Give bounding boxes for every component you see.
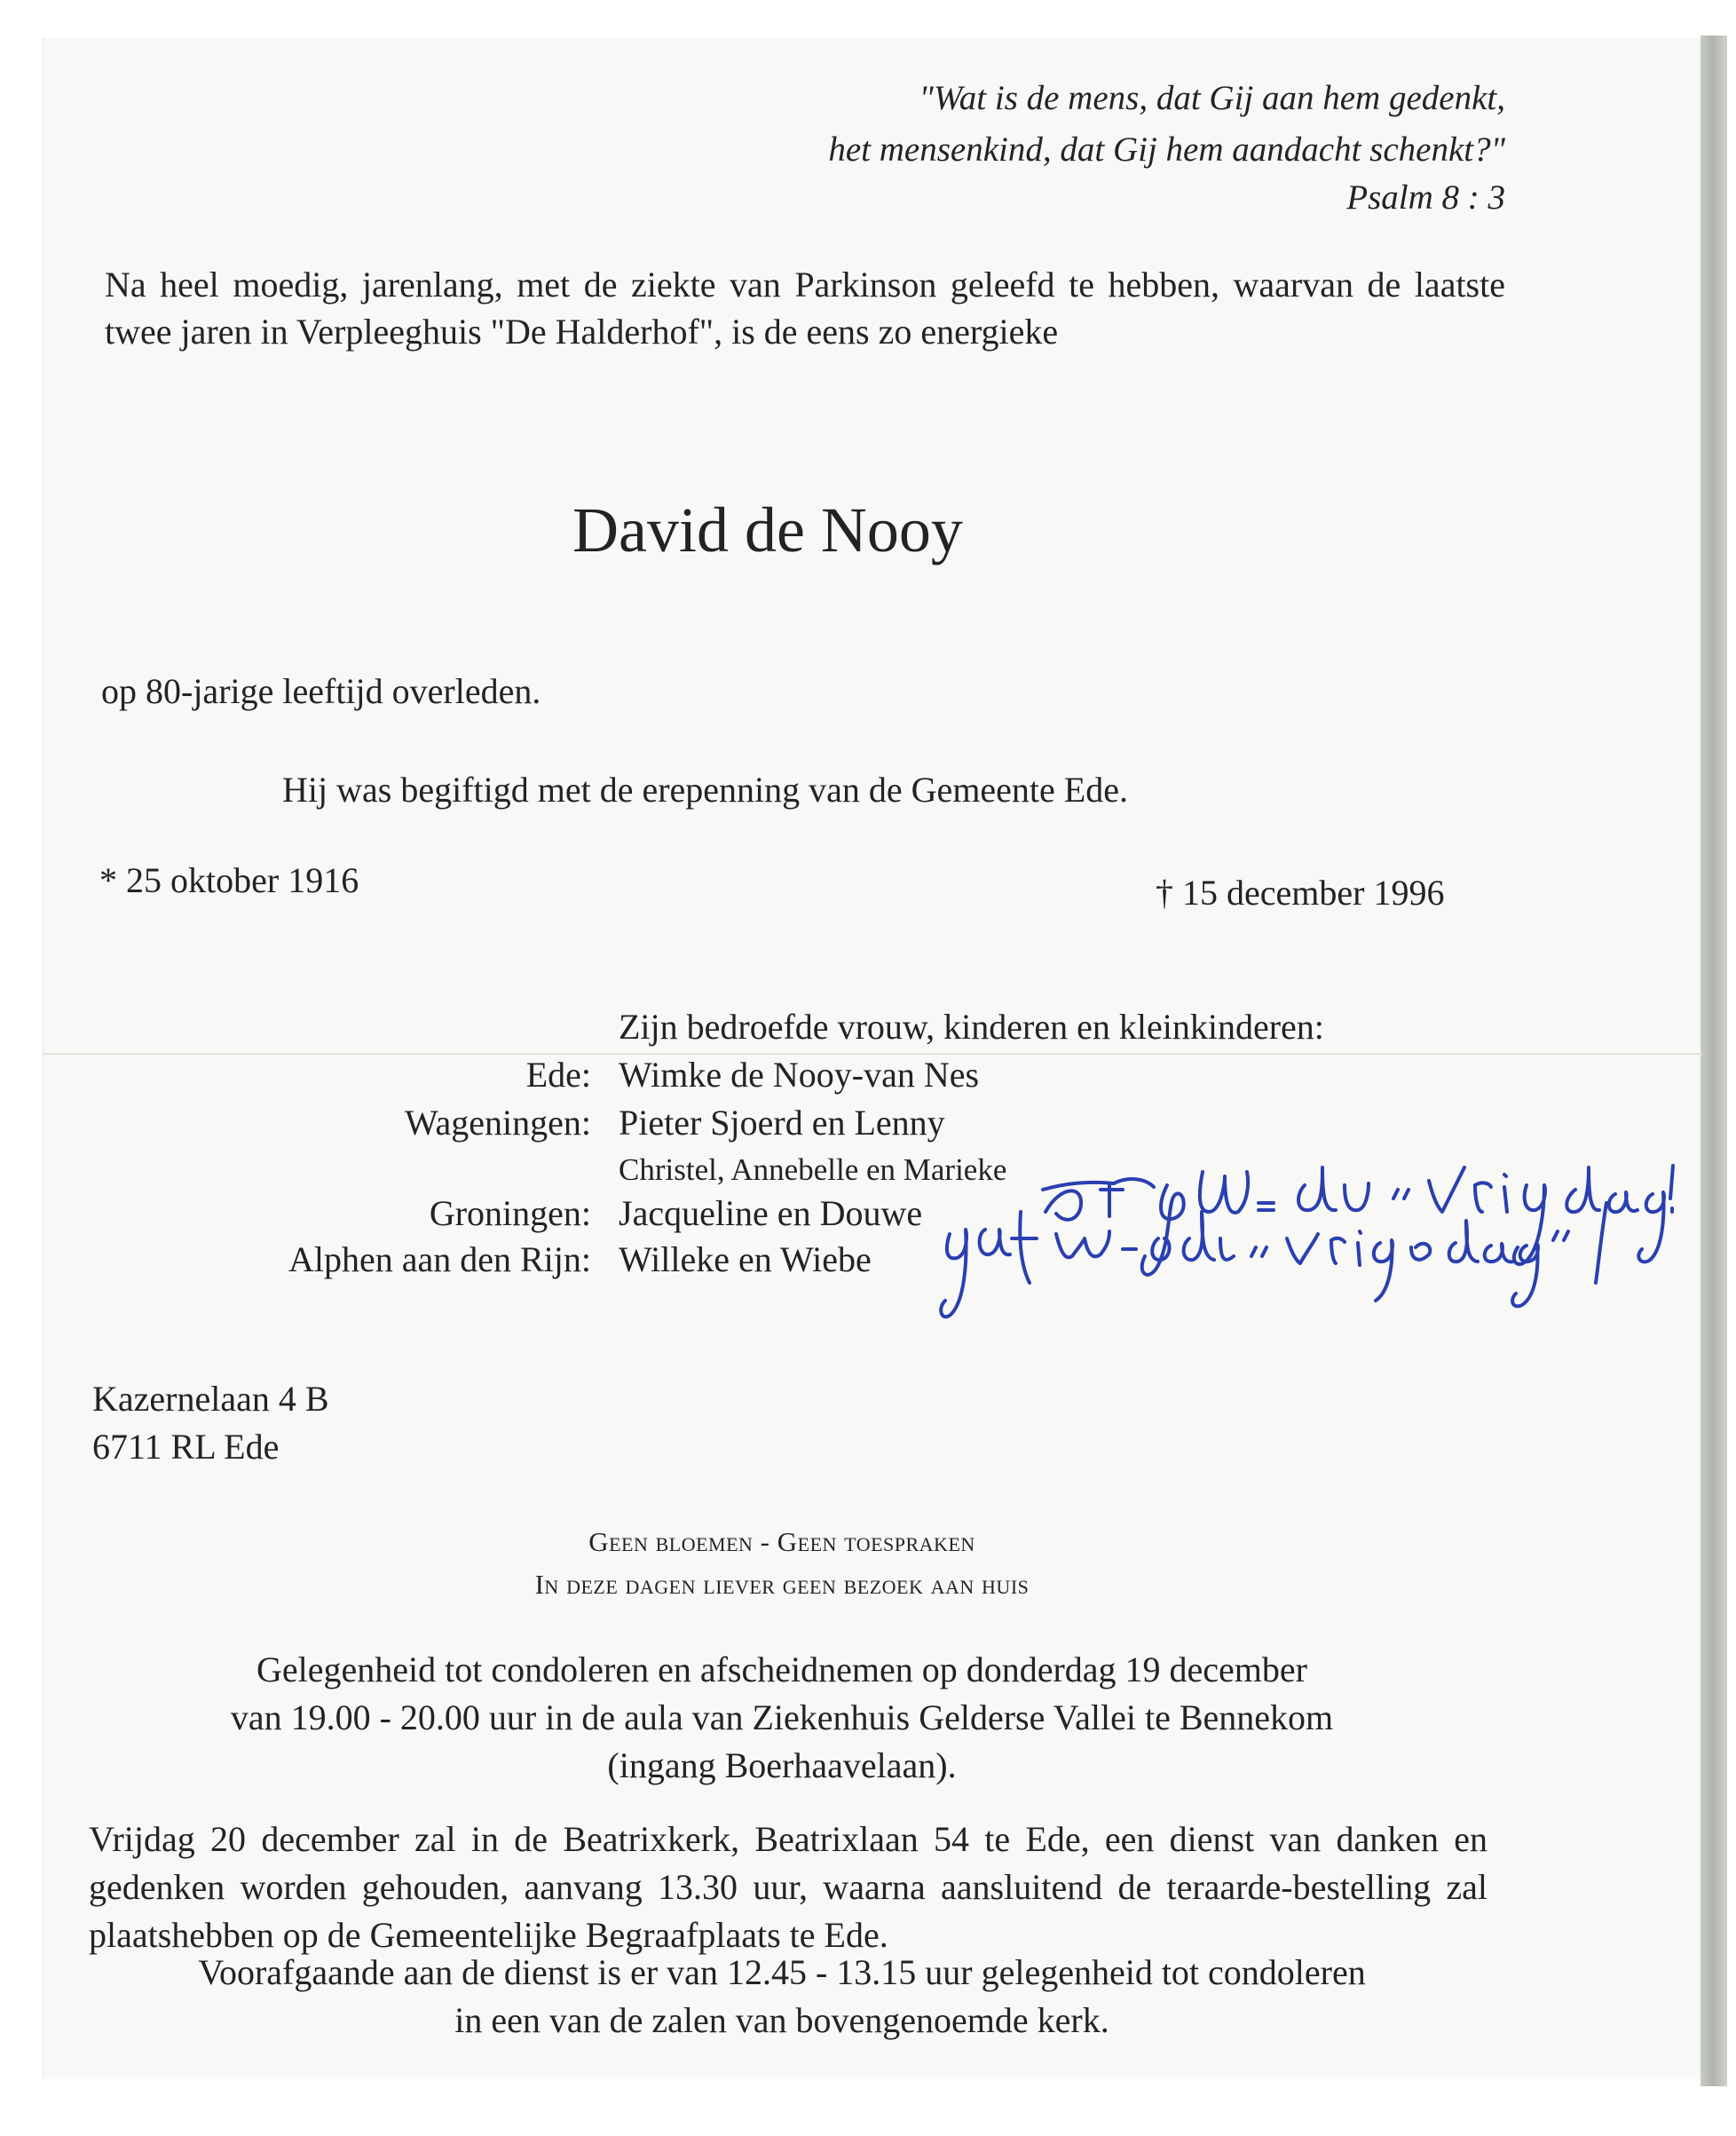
family-place: Wageningen: — [404, 1103, 591, 1143]
family-place: Alphen aan den Rijn: — [288, 1239, 591, 1279]
family-place: Ede: — [525, 1055, 591, 1095]
address-street: Kazernelaan 4 B — [92, 1379, 329, 1419]
honor-line: Hij was begiftigd met de erepenning van de Gemeente Ede. — [282, 770, 1128, 810]
before-service-paragraph: Voorafgaande aan de dienst is er van 12.45 - 13.15 uur gelegenheid tot condoleren in een van de zalen van bovengenoemde kerk. — [198, 1952, 1366, 2040]
age-line: op 80-jarige leeftijd overleden. — [101, 671, 541, 711]
quote-line-1: "Wat is de mens, dat Gij aan hem gedenkt, — [919, 79, 1505, 117]
notice-no-flowers: Geen bloemen - Geen toespraken — [588, 1526, 975, 1557]
address-postal-city: 6711 RL Ede — [92, 1427, 280, 1467]
family-heading: Zijn bedroefde vrouw, kinderen en kleinkinderen: — [619, 1007, 1324, 1047]
death-date: † 15 december 1996 — [1156, 873, 1445, 913]
card-right-edge — [1700, 36, 1727, 2086]
psalm-reference: Psalm 8 : 3 — [1346, 178, 1505, 217]
service-paragraph: Vrijdag 20 december zal in de Beatrixkerk, Beatrixlaan 54 te Ede, een dienst van danken en gedenken worden gehouden, aanvang 13.30 uur, waarna aansluitend de teraarde-bestelling zal plaatshebben op de Gemeentelijke Begraafplaats te Ede. — [89, 1819, 1487, 1955]
handwritten-annotation — [932, 1150, 1686, 1345]
notice-no-visits: In deze dagen liever geen bezoek aan huis — [534, 1569, 1030, 1600]
family-names: Willeke en Wiebe — [619, 1239, 872, 1279]
family-place: Groningen: — [429, 1193, 591, 1233]
family-names: Christel, Annebelle en Marieke — [619, 1152, 1007, 1187]
family-names: Jacqueline en Douwe — [619, 1193, 923, 1233]
family-names: Wimke de Nooy-van Nes — [619, 1055, 980, 1095]
birth-date: * 25 oktober 1916 — [99, 860, 359, 900]
quote-line-2: het mensenkind, dat Gij hem aandacht schenkt?" — [828, 131, 1505, 169]
intro-paragraph: Na heel moedig, jarenlang, met de ziekte van Parkinson geleefd te hebben, waarvan de laatste twee jaren in Verpleeghuis "De Halderhof", is de eens zo energieke — [105, 265, 1505, 352]
family-names: Pieter Sjoerd en Lenny — [619, 1103, 945, 1143]
condolence-paragraph: Gelegenheid tot condoleren en afscheidnemen op donderdag 19 december van 19.00 - 20.00 uur in de aula van Ziekenhuis Gelderse Vallei te Bennekom (ingang Boerhaavelaan). — [230, 1649, 1334, 1785]
deceased-name: David de Nooy — [572, 494, 963, 566]
